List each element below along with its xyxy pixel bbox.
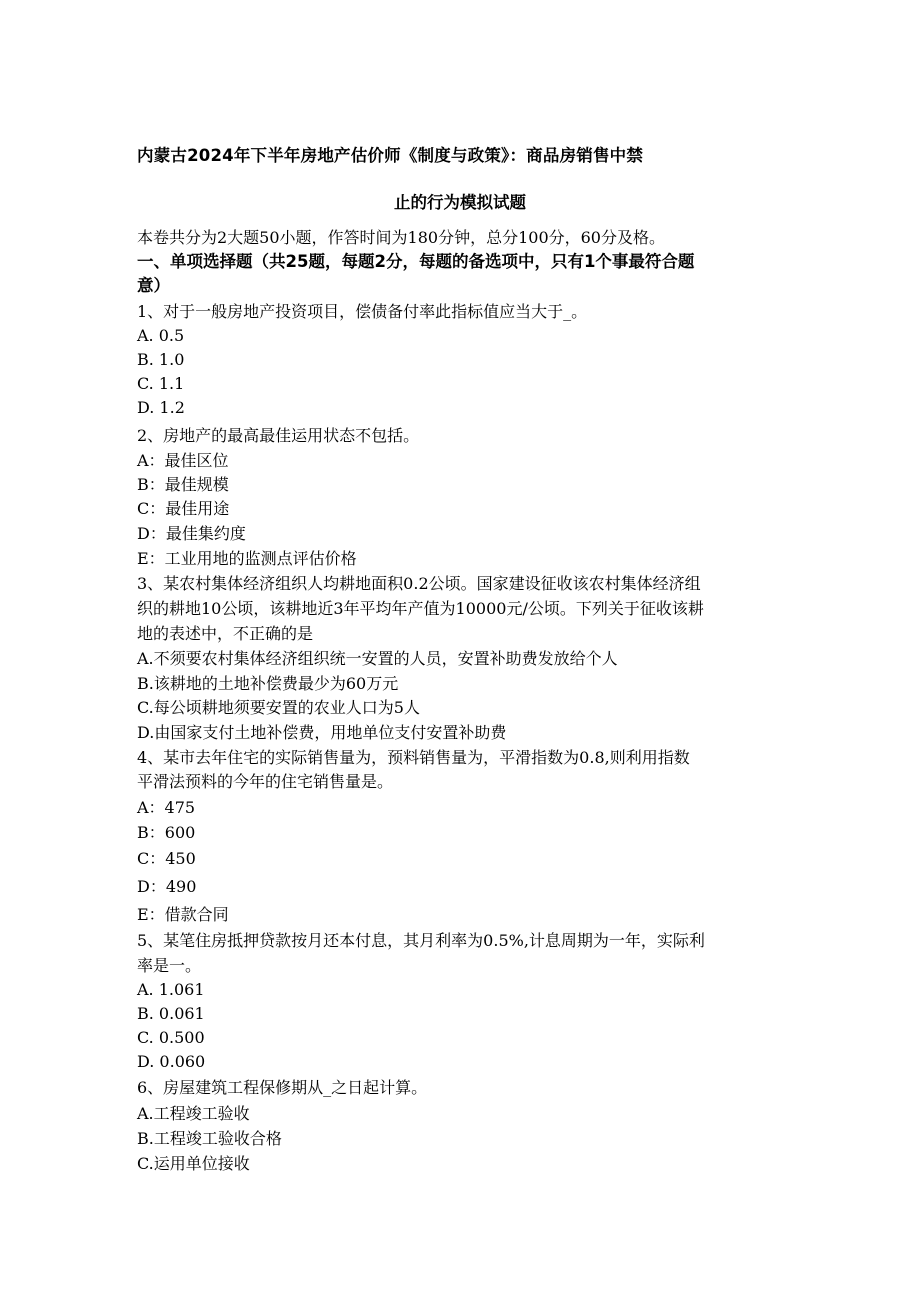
- question-4-option-d: D：490: [137, 877, 197, 896]
- question-3-option-c: C.每公顷耕地须要安置的农业人口为5人: [137, 698, 420, 717]
- question-3-option-d: D.由国家支付土地补偿费，用地单位支付安置补助费: [137, 723, 507, 742]
- question-5-option-d: D. 0.060: [137, 1052, 206, 1071]
- question-6-option-c: C.运用单位接收: [137, 1154, 250, 1173]
- question-1-stem: 1、对于一般房地产投资项目，偿债备付率此指标值应当大于_。: [137, 302, 588, 321]
- question-2-option-d: D：最佳集约度: [137, 524, 246, 543]
- question-1-option-d: D. 1.2: [137, 398, 185, 417]
- question-1-option-c: C. 1.1: [137, 374, 185, 393]
- question-3-option-a: A.不须要农村集体经济组织统一安置的人员，安置补助费发放给个人: [137, 649, 618, 668]
- question-5-option-b: B. 0.061: [137, 1004, 205, 1023]
- question-3-option-b: B.该耕地的土地补偿费最少为60万元: [137, 674, 399, 693]
- question-3-stem: 3、某农村集体经济组织人均耕地面积0.2公顷。国家建设征收该农村集体经济组: [137, 574, 701, 593]
- question-3-stem-line-3: 地的表述中，不正确的是: [137, 624, 314, 643]
- question-4-stem-line-2: 平滑法预料的今年的住宅销售量是。: [137, 772, 394, 791]
- question-4-option-a: A：475: [137, 798, 196, 817]
- question-1-option-b: B. 1.0: [137, 350, 185, 369]
- question-4-option-c: C：450: [137, 849, 196, 868]
- question-3-stem-line-2: 织的耕地10公顷，该耕地近3年平均年产值为10000元/公顷。下列关于征收该耕: [137, 599, 704, 618]
- question-2-option-e: E：工业用地的监测点评估价格: [137, 549, 357, 568]
- question-6-stem: 6、房屋建筑工程保修期从_之日起计算。: [137, 1078, 428, 1097]
- intro-text: 本卷共分为2大题50小题，作答时间为180分钟，总分100分，60分及格。: [137, 228, 665, 247]
- section-heading: 一、单项选择题（共25题，每题2分，每题的备选项中，只有1个事最符合题: [137, 252, 695, 271]
- question-4-option-b: B：600: [137, 823, 196, 842]
- question-4-option-e: E：借款合同: [137, 905, 229, 924]
- question-5-option-c: C. 0.500: [137, 1028, 205, 1047]
- question-6-option-b: B.工程竣工验收合格: [137, 1129, 282, 1148]
- document-title-line-2: 止的行为模拟试题: [394, 193, 526, 212]
- section-heading-continued: 意）: [137, 276, 170, 295]
- question-5-option-a: A. 1.061: [137, 980, 205, 999]
- question-4-stem: 4、某市去年住宅的实际销售量为，预料销售量为，平滑指数为0.8,则利用指数: [137, 748, 690, 767]
- question-5-stem: 5、某笔住房抵押贷款按月还本付息，其月利率为0.5%,计息周期为一年，实际利: [137, 931, 705, 950]
- question-2-stem: 2、房地产的最高最佳运用状态不包括。: [137, 426, 420, 445]
- question-1-option-a: A. 0.5: [137, 326, 185, 345]
- question-2-option-b: B：最佳规模: [137, 475, 229, 494]
- question-2-option-c: C：最佳用途: [137, 499, 230, 518]
- document-title-line-1: 内蒙古2024年下半年房地产估价师《制度与政策》：商品房销售中禁: [137, 146, 644, 165]
- question-6-option-a: A.工程竣工验收: [137, 1104, 250, 1123]
- question-5-stem-line-2: 率是一。: [137, 956, 202, 975]
- question-2-option-a: A：最佳区位: [137, 451, 229, 470]
